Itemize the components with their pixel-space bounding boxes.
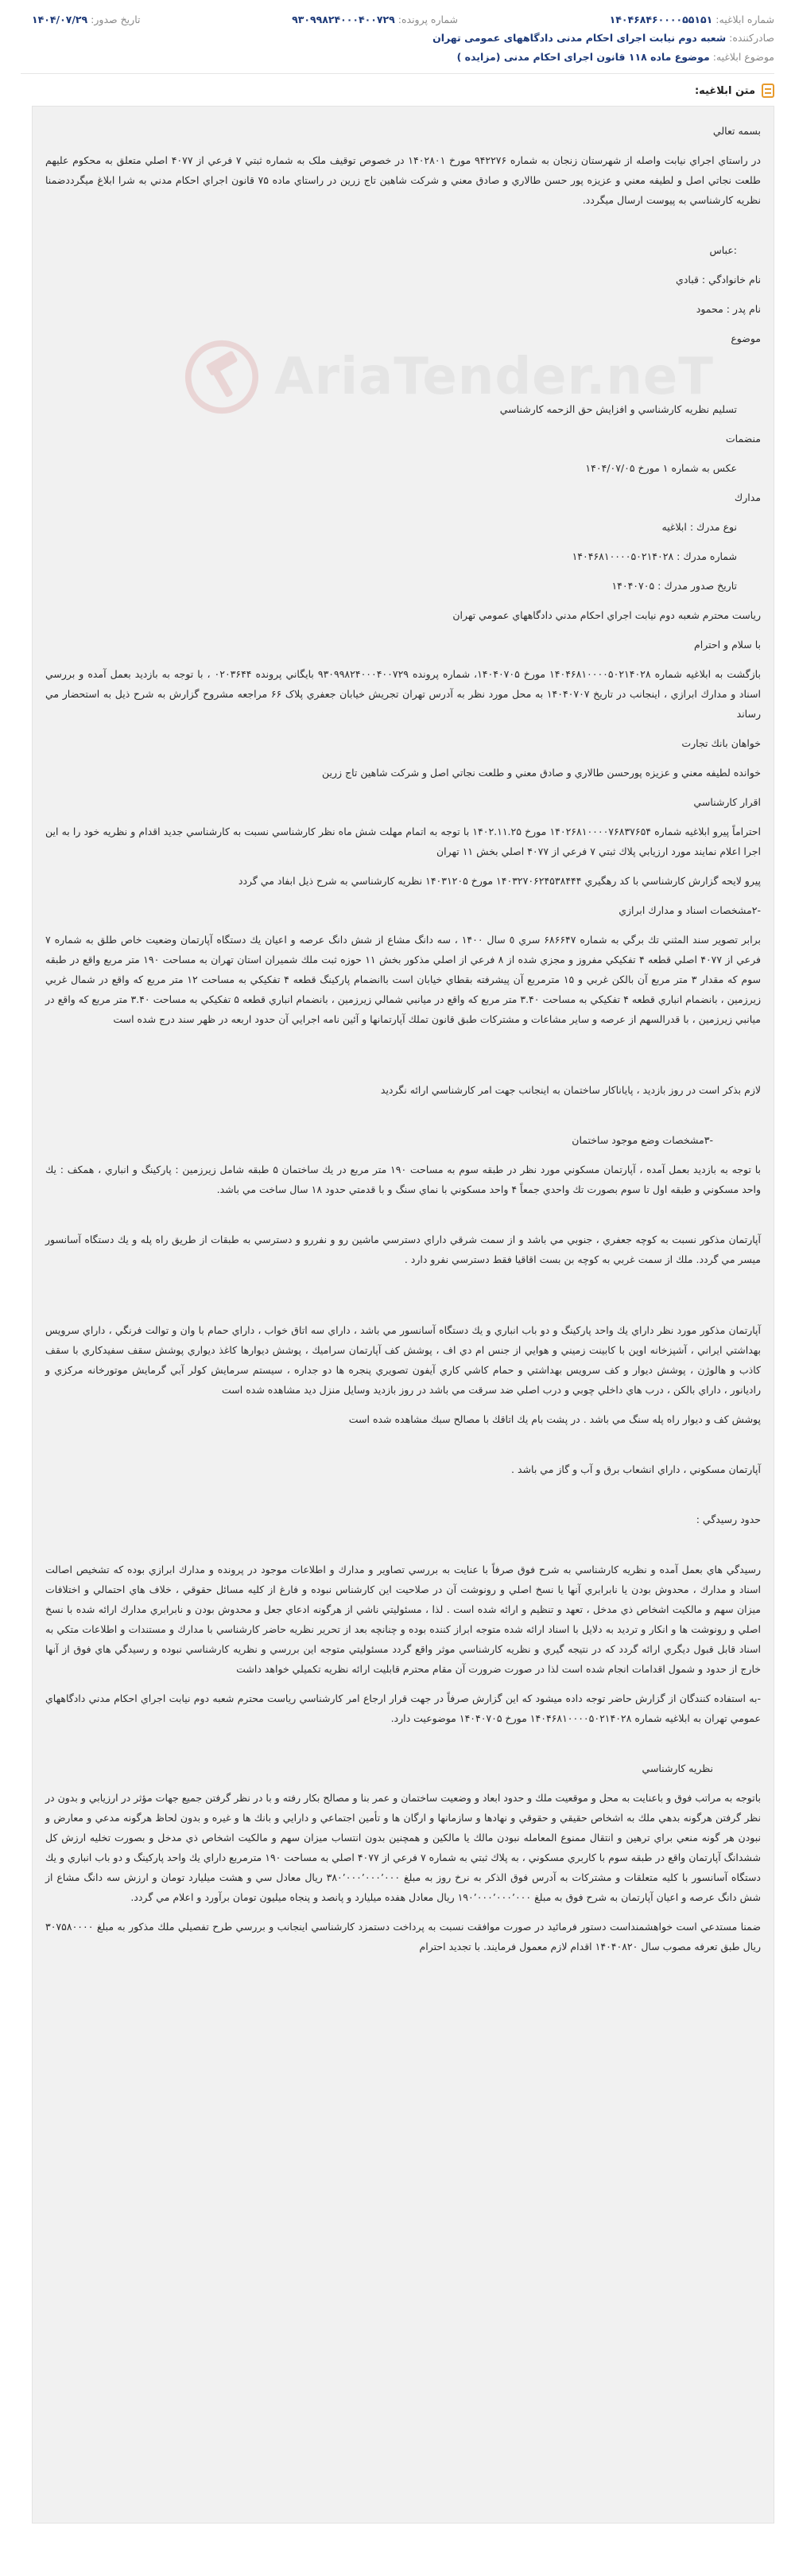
issuer-value: شعبه دوم نیابت اجرای احکام مدنی دادگاههای عمومی تهران bbox=[432, 32, 727, 44]
body-p36: ضمنا مستدعي است خواهشمنداست دستور فرمائيد در صورت موافقت نسبت به پرداخت دستمزد كارشناسي اينجانب و بررسي طرح تفصيلي ملك مذكور به مبلغ ۳۰۷۵۸۰۰۰۰ ريال طبق تعرفه مصوب سال ۱۴۰۴۰۸۲۰ اقدام لازم معمول فرمايند. با تجديد احترام bbox=[45, 1921, 761, 1952]
body-p32: رسيدگي هاي بعمل آمده و نظريه كارشناسي به شرح فوق صرفاً با عنايت به بررسي تصاوير و مدارك و اطلاعات موجود در پرونده و مدارك ابرازي بوده كه تشخيص اصالت اسناد و مدارك ، محدوش بودن يا نابرابري آنها يا نسخ اصلي و رونوشت آن در صلاحيت اين كارشناس نبوده و فارغ از كليه مسائل حقوقي ، خلاف هاي احتمالي و اختلافات ميزان سهم و مالكيت اشخاص ذي مدخل ، تعهد و تنظيم و ارائه شده است . لذا ، مسئوليتي ناشي از هرگونه ادعاي جعل و محدوش بودن و نابرابري مدارك ارائه شده با نسخ اصلي و رونوشت ها و انكار و ترديد به دلايل با اسناد ارائه شده متوجه ابراز كننده بوده و چنانچه بعد از تحرير نظريه حاضر كارشناسي با مدارك و مستندات و اطلاعات متكي به اسناد قابل قبول ديگري ارائه گردد كه در نتيجه گيري و نظريه كارشناسي موثر واقع گردد مسئوليتي متوجه اين بررسي و نظريه كارشناسي نبوده و رسيدگي هاي فوق از آنها خارج از حدود و شمول اقدامات انجام شده است لذا در صورت ضرورت آن مقام محترم قابليت ارائه نظريه تكميلي خواهد داشت bbox=[45, 1564, 761, 1675]
body-p27: آپارتمان مذكور نسبت به كوچه جعفري ، جنوبي مي باشد و از سمت شرقي داراي دسترسي ماشين رو و نفررو و دسترسي به طبقات از طريق راه پله و يك دستگاه آسانسور ميسر مي گردد. ملك از سمت غربي به كوچه بن بست اقاقيا فقط دسترسي نفرو دارد . bbox=[45, 1234, 761, 1265]
body-p31: حدود رسيدگي : bbox=[696, 1513, 761, 1525]
info-row-numbers bbox=[32, 11, 774, 29]
body-p34: نظريه كارشناسي bbox=[642, 1762, 713, 1774]
file-number bbox=[292, 11, 458, 29]
body-p23: برابر تصوير سند المثني تك برگي به شماره ۶۸۶۶۴۷ سري ٥ سال ۱۴۰۰ ، سه دانگ مشاع از شش دانگ عرصه و اعيان يك دستگاه آپارتمان وضعيت خاص طلق به شماره ۷ فرعي از ۴۰۷۷ اصلي قطعه ۴ تفكيكي مفروز و مجزي شده از ۸ فرعي از اصلي مذکور بخش ۱۱ حوزه ثبت ملك شميران استان تهران به مساحت ۱۹۰ متر مربع واقع در طبقه سوم كه مقدار ۳ متر مربع آن بالكن غربي و ۱۵ مترمربع آن پيشرفته بقطاي خيابان است باانضمام پاركينگ قطعه ۴ تفكيكي به مساحت ۱۲ متر مربع كه واقع در شمال غربي زيرزمين ، بانضمام انباري قطعه ۴ تفكيكي به مساحت ۳.۴۰ متر مربع كه واقع در ميانبي شمالي زيرزمين ، بانضمام انباري قطعه ۵ تفكيكي به مساحت ۳.۴۰ متر مربع كه واقع در ميانبي زيرزمين ، با قدرالسهم از عرصه و ساير مشاعات و مشتركات طبق قانون تملك آپارتمانها و آئين نامه اجرايي آن حدود اربعه در ظهر سند درج شده است bbox=[45, 934, 762, 1025]
body-p20: احتراماً پيرو ابلاغيه شماره ۱۴۰۲۶۸۱۰۰۰۰۷۶۸۳۷۶۵۴ مورخ ۱۴۰۲.۱۱.۲۵ با توجه به اتمام مهلت شش ماه نظر كارشناسي نسبت به کارشناسي جديد اقدام و نظريه خود را به اين اجرا اعلام نمايند مورد ارزيابي پلاك ثبتي ۷ فرعي از ۴۰۷۷ اصلي بخش ۱۱ تهران bbox=[45, 826, 761, 857]
body-p35: باتوجه به مراتب فوق و باعنايت به محل و موقعيت ملك و حدود ابعاد و وضعيت ساختمان و عمر بنا و مصالح بكار رفته و با در نظر گرفتن جميع جهات مؤثر در ارزيابي و بدون در نظر گرفتن هرگونه بدهي ملك به اشخاص حقيقي و حقوقي و نهادها و سازمانها و ارگان ها و تأمين اجتماعي و دارايي و بانك ها و غيره و بدون لحاظ هرگونه مدعي و معارض و نبودن هر گونه منعي براي ترهين و انتقال ممنوع المعامله نبودن مالك يا مالكين و همچنين بدون انتساب ميزان سهم و مالكيت اشخاص ذي مدخل و بصورت تخليه ارزش كل ششدانگ آپارتمان واقع در طبقه سوم با كاربري مسكوني ، به پلاك ثبتي به شماره ۷ فرعي از ۴۰۷۷ اصلي به مساحت ۱۹۰ مترمربع داراي يك واحد پاركينگ و دو باب انباري و يك دستگاه آسانسور با كليه متعلقات و مشتركات به آدرس فوق الذكر به نرخ روز به مبلغ ۳۸۰٬۰۰۰٬۰۰۰٬۰۰۰ ريال معادل سي و هشت ميليارد تومان و ارزش سه دانگ مشاع از شش دانگ عرصه و اعيان آپارتمان به شرح فوق به مبلغ ۱۹۰٬۰۰۰٬۰۰۰٬۰۰۰ ريال معادل هفده ميليارد و پانصد و پنجاه ميليون تومان برآورد و اعلام مي گردد. bbox=[45, 1792, 762, 1903]
body-p12: شماره مدرك : ۱۴۰۴۶۸۱۰۰۰۰۵۰۲۱۴۰۲۸ bbox=[572, 550, 737, 562]
notice-number-label: شماره ابلاغیه: bbox=[716, 14, 774, 25]
body-p18: خوانده لطيفه معني و عزيزه پورحسن طالاري و صادق معني و طلعت نجاتي اصل و شرکت شاهين تاج زرين bbox=[321, 767, 761, 779]
body-p14: رياست محترم شعبه دوم نيابت اجراي احكام مدني دادگاههاي عمومي تهران bbox=[452, 609, 761, 621]
body-p29: پوشش كف و ديوار راه پله سنگ مي باشد . در پشت بام يك اتاقك با مصالح سبك مشاهده شده است bbox=[348, 1413, 761, 1425]
body-p13: تاريخ صدور مدرك : ۱۴۰۴۰۷۰۵ bbox=[611, 580, 737, 592]
body-p04: نام خانوادگي : قبادي bbox=[676, 274, 761, 286]
issue-date-label: تاریخ صدور: bbox=[91, 14, 141, 25]
body-p24: لازم بذكر است در روز بازديد ، پاياناكار ساختمان به اينجانب جهت امر كارشناسي ارائه نگرديد bbox=[380, 1084, 761, 1096]
file-number-label: شماره پرونده: bbox=[398, 14, 459, 25]
notice-info bbox=[0, 11, 795, 67]
body-p08: منضمات bbox=[725, 433, 761, 445]
subject-value: موضوع ماده ۱۱۸ قانون اجرای احکام مدنی (مزایده ) bbox=[456, 51, 710, 63]
body-p09: عکس به شماره ۱ مورخ ۱۴۰۴/۰۷/۰۵ bbox=[585, 462, 737, 474]
body-p28: آپارتمان مذكور مورد نظر داراي يك واحد پاركينگ و دو باب انباري و يك دستگاه آسانسور مي باشد ، داراي سه اتاق خواب ، داراي حمام با وان و توالت فرنگي ، داراي سرويس بهداشتي ايراني ، آشپزخانه اوپن با كابينت زميني و هوايي از جنس ام دي اف ، پوشش كف آپارتمان سراميك ، پوشش ديوارها كاغذ ديواري پوشش سقف سفيدكاري با سقف كاذب و هالوژن ، پوشش ديوار و كف سرويس بهداشتي و حمام كاشي كاري آيفون تصويري پنجره ها دو جداره ، سيستم سرمايش كولر آبي گرمايش موتورخانه مركزي و راديانور ، داراي بالكن ، درب هاي داخلي چوبي و درب اصلي ضد سرقت مي باشد در روز بازديد وسايل منزل ديد مشاهده شده است bbox=[45, 1324, 761, 1396]
subject-label: موضوع ابلاغیه: bbox=[712, 51, 774, 63]
issue-date bbox=[32, 11, 140, 29]
body-p02: در راستاي اجراي نيابت واصله از شهرستان زنجان به شماره ۹۴۲۲۷۶ مورخ ۱۴۰۲۸۰۱ در خصوص توقيف ملک به شماره ثبتي ۷ فرعي از ۴۰۷۷ اصلي متعلق به محکوم عليهم طلعت نجاتي اصل و لطيفه معني و عزيزه پور حسن طالاري و صادق معني و شرکت شاهين تاج زرين در راستاي ماده ۷۵ قانون اجراي احکام مدني به شرا ابلاغ ميگرددضمنا نظريه کارشناسي به پيوست ارسال ميگردد. bbox=[45, 154, 761, 206]
body-p22: -۲مشخصات اسناد و مدارك ابرازي bbox=[619, 904, 761, 916]
body-p21: پيرو لايحه گزارش كارشناسي با كد رهگيري ۱۴۰۳۲۷۰۶۲۴۵۳۸۴۴۴ مورخ ۱۴۰۳۱۲۰۵ نظريه کارشناسي به شرح ذيل ابفاد مي گردد bbox=[238, 875, 761, 887]
body-p01: بسمه تعالي bbox=[712, 125, 761, 137]
document-icon bbox=[762, 84, 774, 98]
body-p03: :عباس bbox=[709, 244, 737, 256]
body-p16: بازگشت به ابلاغيه شماره ۱۴۰۴۶۸۱۰۰۰۰۵۰۲۱۴۰۲۸ مورخ ۱۴۰۴۰۷۰۵، شماره پرونده ۹۳۰۹۹۸۲۴۰۰۰۴۰۰۷۲۹ بايگاني پرونده ۰۲۰۳۶۴۴ ، با توجه به بازديد بعمل آمده و بررسي اسناد و مدارك ابرازي ، اينجانب در تاريخ ۱۴۰۴۰۷۰۷ به محل مورد نظر به آدرس تهران تجريش خيابان جعفري پلاک ۶۶ مراجعه مشروح گزارش به شرح ذيل به استحضار مي رساند bbox=[45, 668, 761, 720]
body-p06: موضوع bbox=[731, 332, 761, 344]
body-p10: مدارك bbox=[734, 491, 761, 503]
issuer-row bbox=[32, 29, 774, 48]
notice-number bbox=[610, 11, 774, 29]
watermark-text: AriaTender.neT bbox=[274, 347, 714, 406]
notice-text-title: متن ابلاغیه: bbox=[694, 84, 755, 97]
notice-text-heading bbox=[0, 74, 795, 106]
subject-row bbox=[32, 48, 774, 67]
body-p30: آپارتمان مسكوني ، داراي انشعاب برق و آب و گاز مي باشد . bbox=[511, 1463, 761, 1475]
body-p17: خواهان بانك تجارت bbox=[681, 737, 761, 749]
body-p26: با توجه به بازديد بعمل آمده ، آپارتمان مسكوني مورد نظر در طبقه سوم به مساحت ۱۹۰ متر مربع در يك ساختمان ۵ طبقه شامل زيرزمين : پاركينگ و انباري ، همكف : يك واحد مسكوني و طبقه اول تا سوم بصورت تك واحدي جمعاً ۴ واحد مسكوني با نماي سنگ و با قدمتي حدود ۱۸ سال ساخت مي باشد. bbox=[45, 1164, 761, 1195]
notice-number-value: ۱۴۰۴۶۸۴۶۰۰۰۰۵۵۱۵۱ bbox=[609, 14, 713, 25]
issue-date-value: ۱۴۰۴/۰۷/۲۹ bbox=[32, 14, 88, 25]
body-p11: نوع مدرك : ابلاغيه bbox=[661, 521, 737, 533]
body-p05: نام پدر : محمود bbox=[696, 303, 761, 315]
body-p25: -۳مشخصات وضع موجود ساختمان bbox=[572, 1134, 713, 1146]
issuer-label: صادرکننده: bbox=[729, 32, 774, 44]
notice-body bbox=[32, 106, 774, 2524]
file-number-value: ۹۳۰۹۹۸۲۴۰۰۰۴۰۰۷۲۹ bbox=[292, 14, 395, 25]
body-p15: با سلام و احترام bbox=[694, 639, 761, 651]
body-p19: اقرار کارشناسي bbox=[693, 796, 761, 808]
body-p07: تسليم نظريه کارشناسي و افزايش حق الزحمه کارشناسي bbox=[499, 403, 737, 415]
body-p33: -به استفاده كنندگان از گزارش حاضر توجه داده ميشود كه اين گزارش صرفاً در جهت قرار ارجاع امر كارشناسي رياست محترم شعبه دوم نيابت اجراي احكام مدني دادگاههاي عمومي تهران به ابلاغيه شماره ۱۴۰۴۶۸۱۰۰۰۰۵۰۲۱۴۰۲۸ مورخ ۱۴۰۴۰۷۰۵ موضوعيت دارد. bbox=[45, 1692, 761, 1724]
